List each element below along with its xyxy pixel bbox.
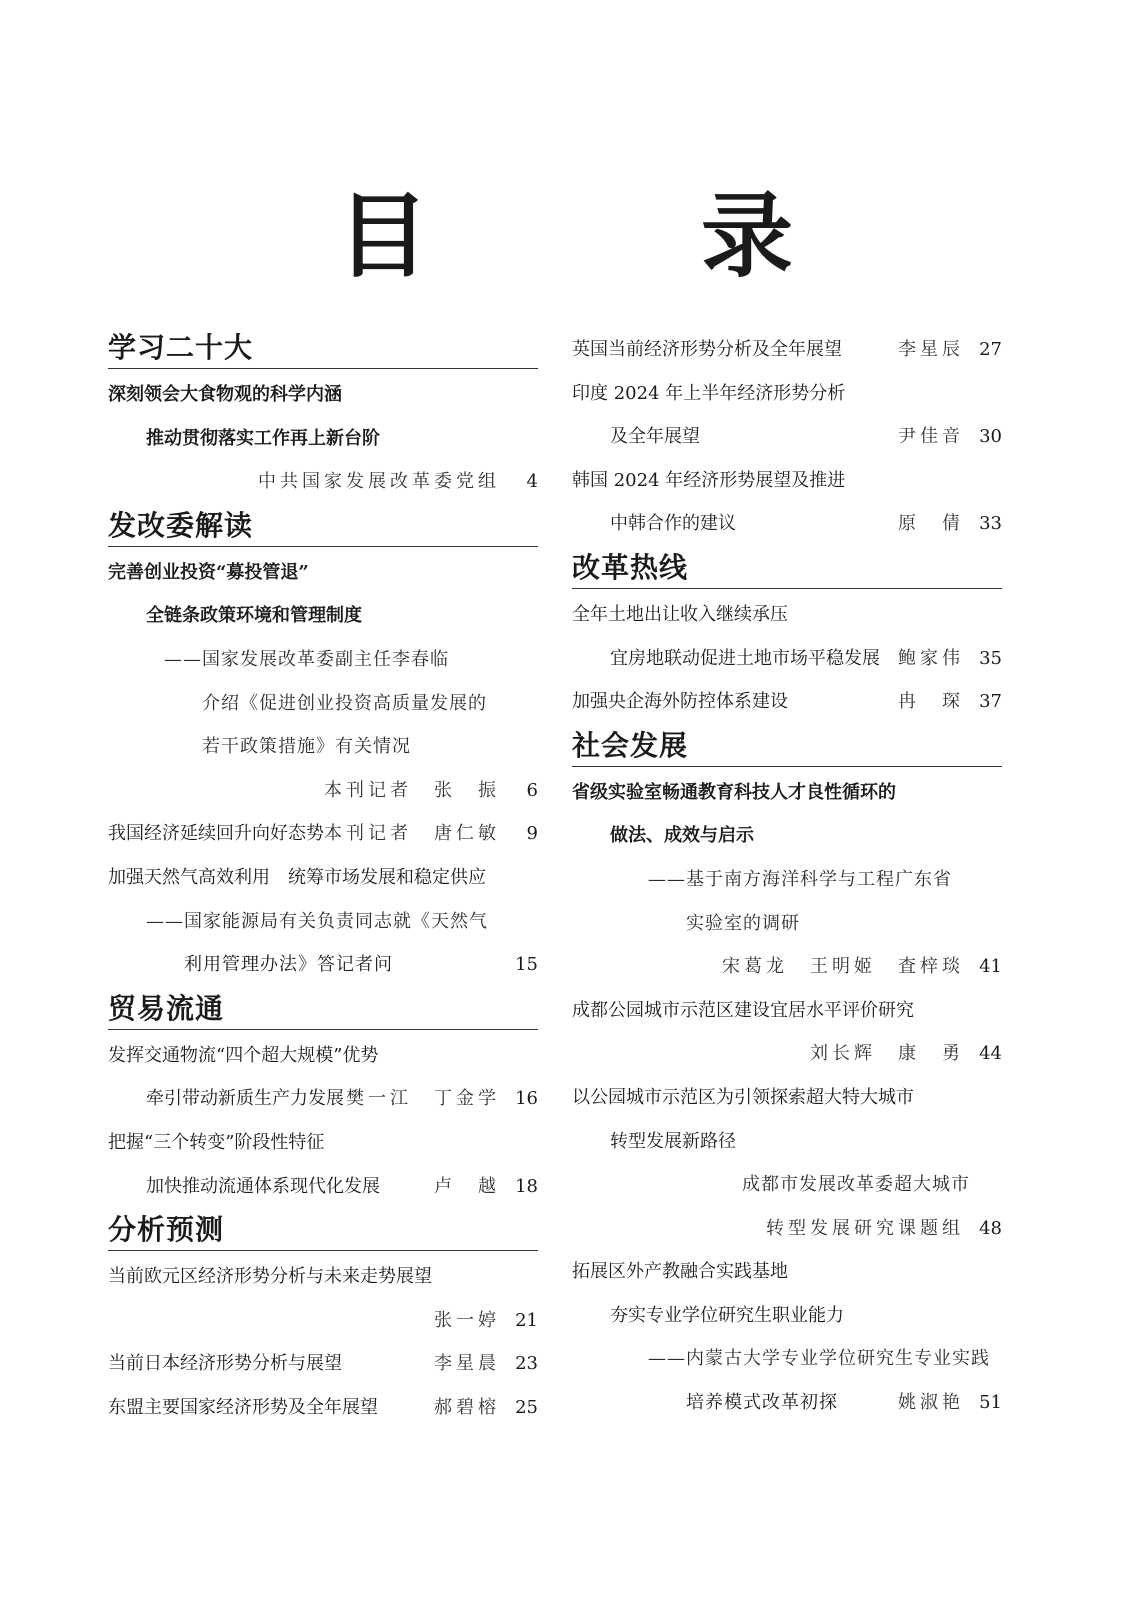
entry-page: 27 (979, 339, 1002, 360)
entry-author: 卢 越 (434, 1175, 500, 1197)
entry-author: 刘长辉 康 勇 (810, 1043, 964, 1065)
entry-row[interactable] (108, 1386, 538, 1430)
entry-author: 转型发展研究课题组 (766, 1217, 964, 1239)
section-reform (572, 548, 1002, 724)
entry-meta (572, 1032, 1002, 1076)
entry-subtitle-cont: 利用管理办法》答记者问 (184, 954, 393, 976)
entry-title[interactable]: 韩国 2024 年经济形势展望及推进 (572, 469, 846, 491)
entry-author: 宋葛龙 王明姬 査梓琰 (722, 956, 964, 978)
entry-title[interactable]: 印度 2024 年上半年经济形势分析 (572, 382, 846, 404)
entry-author: 冉 琛 (898, 691, 964, 713)
entry-title[interactable]: 东盟主要国家经济形势及全年展望 (108, 1396, 378, 1418)
entry-title[interactable]: 把握“三个转变”阶段性特征 (108, 1131, 325, 1153)
entry-page: 33 (979, 513, 1002, 535)
entry-title[interactable]: 加强天然气高效利用 统筹市场发展和稳定供应 (108, 866, 486, 888)
entry-row[interactable] (572, 415, 1002, 459)
entry-author: 樊一江 丁金学 (346, 1088, 500, 1110)
entry-page: 18 (515, 1175, 538, 1197)
entry-title[interactable]: 当前日本经济形势分析与展望 (108, 1353, 342, 1375)
entry-title[interactable]: 省级实验室畅通教育科技人才良性循环的 (572, 781, 896, 803)
section-title: 分析预测 (108, 1210, 538, 1251)
entry-row (108, 943, 538, 987)
entry-page: 9 (526, 823, 538, 845)
section-trade (108, 989, 538, 1208)
entry-row[interactable] (572, 502, 1002, 546)
entry-title[interactable]: 成都公园城市示范区建设宜居水平评价研究 (572, 999, 914, 1021)
entry-title[interactable]: 拓展区外产教融合实践基地 (572, 1261, 788, 1283)
entry-title[interactable]: 全年土地出让收入继续承压 (572, 603, 788, 625)
entry-page: 21 (515, 1309, 538, 1331)
entry-title[interactable]: 我国经济延续回升向好态势 (108, 823, 324, 845)
section-forecast-cont (572, 328, 1002, 546)
page-title: 目 录 (336, 182, 883, 290)
entry-author: 原 倩 (898, 513, 964, 535)
entry-title[interactable]: 当前欧元区经济形势分析与未来走势展望 (108, 1266, 432, 1288)
entry-title-cont[interactable]: 及全年展望 (610, 426, 700, 448)
entry-row[interactable] (572, 680, 1002, 724)
section-forecast (108, 1210, 538, 1429)
entry-title[interactable]: 完善创业投资“募投管退” (108, 561, 309, 583)
entry-row[interactable] (108, 1077, 538, 1121)
section-title: 贸易流通 (108, 989, 538, 1030)
entry-title-cont[interactable]: 夯实专业学位研究生职业能力 (610, 1304, 844, 1326)
entry-page: 25 (515, 1396, 538, 1418)
entry-row[interactable] (572, 328, 1002, 372)
entry-author: 郝碧榕 (434, 1396, 500, 1418)
section-title: 社会发展 (572, 726, 1002, 767)
entry-author: 中共国家发展改革委党组 (258, 471, 500, 493)
entry-author: 鲍家伟 (898, 647, 964, 669)
entry-subtitle: ——内蒙古大学专业学位研究生专业实践 (648, 1348, 990, 1370)
section-title: 发改委解读 (108, 506, 538, 547)
entry-page: 41 (979, 956, 1002, 978)
section-study (108, 328, 538, 504)
entry-subtitle: ——基于南方海洋科学与工程广东省 (648, 868, 952, 890)
entry-title[interactable]: 加强央企海外防控体系建设 (572, 691, 788, 713)
entry-title[interactable]: 发挥交通物流“四个超大规模”优势 (108, 1044, 379, 1066)
entry-page: 51 (979, 1392, 1002, 1414)
entry-page: 15 (515, 954, 538, 976)
entry-page: 16 (515, 1088, 538, 1110)
entry-page: 30 (979, 426, 1002, 448)
entry-subtitle: ——国家发展改革委副主任李春临 (164, 648, 449, 670)
entry-row[interactable] (108, 1165, 538, 1209)
entry-page: 35 (979, 647, 1002, 669)
entry-author: 本刊记者 唐仁敏 (324, 823, 500, 845)
entry-subtitle-cont: 实验室的调研 (686, 912, 800, 934)
entry-title-cont[interactable]: 做法、成效与启示 (610, 825, 754, 847)
entry-subtitle-cont: 若干政策措施》有关情况 (202, 736, 411, 758)
entry-meta (108, 1299, 538, 1343)
entry-title[interactable]: 英国当前经济形势分析及全年展望 (572, 339, 842, 360)
entry-title-cont[interactable]: 加快推动流通体系现代化发展 (146, 1175, 380, 1197)
section-ndrc (108, 506, 538, 987)
section-title: 改革热线 (572, 548, 1002, 589)
entry-page: 37 (979, 691, 1002, 713)
entry-author: 本刊记者 张 振 (324, 779, 500, 801)
entry-author: 尹佳音 (898, 426, 964, 448)
entry-title-cont[interactable]: 推动贯彻落实工作再上新台阶 (146, 427, 380, 449)
entry-meta (572, 945, 1002, 989)
entry-author: 姚淑艳 (898, 1392, 964, 1414)
entry-author: 张一婷 (434, 1309, 500, 1331)
entry-meta (108, 460, 538, 504)
toc-column-left (108, 326, 538, 1429)
entry-subtitle-cont: 介绍《促进创业投资高质量发展的 (202, 692, 487, 714)
section-social (572, 726, 1002, 1425)
entry-page: 44 (979, 1043, 1002, 1065)
entry-page: 4 (526, 471, 538, 493)
entry-page: 48 (979, 1217, 1002, 1239)
entry-title[interactable]: 深刻领会大食物观的科学内涵 (108, 384, 342, 405)
entry-subtitle: ——国家能源局有关负责同志就《天然气 (146, 910, 488, 932)
entry-title-cont[interactable]: 中韩合作的建议 (610, 513, 736, 535)
entry-page: 6 (526, 779, 538, 801)
entry-row[interactable] (108, 1342, 538, 1386)
entry-subtitle-cont: 培养模式改革初探 (686, 1392, 838, 1414)
entry-meta (108, 769, 538, 813)
entry-meta (572, 1207, 1002, 1251)
entry-org: 成都市发展改革委超大城市 (742, 1174, 970, 1196)
entry-title[interactable]: 以公园城市示范区为引领探索超大特大城市 (572, 1086, 914, 1108)
section-title: 学习二十大 (108, 328, 538, 369)
entry-row[interactable] (108, 812, 538, 856)
entry-title-cont[interactable]: 牵引带动新质生产力发展 (146, 1088, 344, 1110)
entry-author: 李星辰 (898, 339, 964, 360)
entry-row[interactable] (572, 637, 1002, 681)
entry-row (572, 1381, 1002, 1425)
entry-author: 李星晨 (434, 1353, 500, 1375)
entry-title-cont[interactable]: 转型发展新路径 (610, 1130, 736, 1152)
entry-page: 23 (515, 1353, 538, 1375)
entry-title-cont[interactable]: 宜房地联动促进土地市场平稳发展 (610, 647, 880, 669)
entry-title-cont[interactable]: 全链条政策环境和管理制度 (146, 605, 362, 627)
toc-column-right (572, 326, 1002, 1425)
